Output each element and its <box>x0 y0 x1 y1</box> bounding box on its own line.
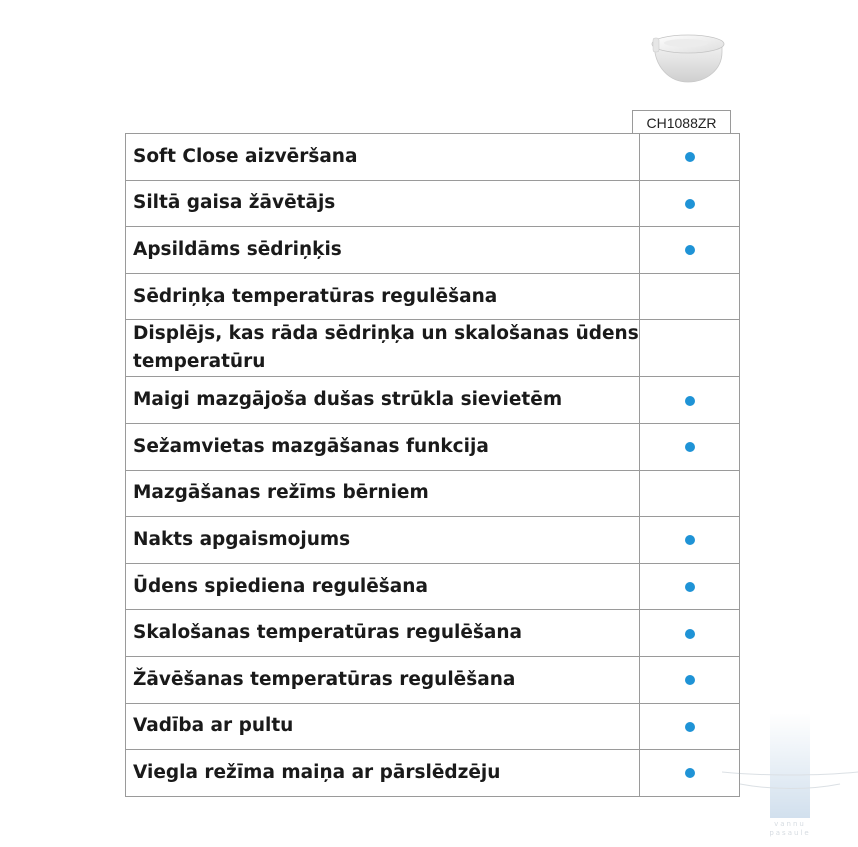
feature-row <box>126 703 740 750</box>
feature-availability-cell <box>640 470 740 517</box>
feature-label: Vadība ar pultu <box>126 703 640 750</box>
feature-row <box>126 227 740 274</box>
feature-availability-cell <box>640 377 740 424</box>
feature-row <box>126 377 740 424</box>
available-dot-icon <box>685 396 695 406</box>
feature-label: Apsildāms sēdriņķis <box>126 227 640 274</box>
available-dot-icon <box>685 199 695 209</box>
feature-row <box>126 750 740 797</box>
available-dot-icon <box>685 245 695 255</box>
available-dot-icon <box>685 629 695 639</box>
feature-label: Žāvēšanas temperatūras regulēšana <box>126 656 640 703</box>
feature-availability-cell <box>640 517 740 564</box>
product-image <box>650 28 726 92</box>
feature-row <box>126 517 740 564</box>
feature-label: Nakts apgaismojums <box>126 517 640 564</box>
wall-hung-toilet-image <box>650 28 726 92</box>
feature-label: Skalošanas temperatūras regulēšana <box>126 610 640 657</box>
available-dot-icon <box>685 582 695 592</box>
feature-row <box>126 273 740 320</box>
available-dot-icon <box>685 152 695 162</box>
feature-label: Soft Close aizvēršana <box>126 134 640 181</box>
feature-availability-cell <box>640 423 740 470</box>
feature-row <box>126 423 740 470</box>
available-dot-icon <box>685 722 695 732</box>
feature-availability-cell <box>640 273 740 320</box>
svg-text:vannu: vannu <box>774 820 806 828</box>
feature-label: Maigi mazgājoša dušas strūkla sievietēm <box>126 377 640 424</box>
feature-label: Displējs, kas rāda sēdriņķa un skalošanas ūdens temperatūru <box>126 320 640 377</box>
feature-label: Siltā gaisa žāvētājs <box>126 180 640 227</box>
brand-logo-watermark <box>722 714 858 843</box>
brand-watermark <box>722 714 858 843</box>
feature-row <box>126 563 740 610</box>
svg-text:pasaule: pasaule <box>769 829 811 837</box>
feature-availability-cell <box>640 563 740 610</box>
feature-label: Sēdriņķa temperatūras regulēšana <box>126 273 640 320</box>
feature-availability-cell <box>640 610 740 657</box>
feature-row <box>126 610 740 657</box>
model-column-header: CH1088ZR <box>632 110 731 134</box>
feature-availability-cell <box>640 227 740 274</box>
available-dot-icon <box>685 675 695 685</box>
available-dot-icon <box>685 442 695 452</box>
feature-row <box>126 470 740 517</box>
available-dot-icon <box>685 535 695 545</box>
available-dot-icon <box>685 768 695 778</box>
feature-row <box>126 134 740 181</box>
feature-availability-cell <box>640 134 740 181</box>
feature-label: Ūdens spiediena regulēšana <box>126 563 640 610</box>
feature-label: Sežamvietas mazgāšanas funkcija <box>126 423 640 470</box>
feature-label: Viegla režīma maiņa ar pārslēdzēju <box>126 750 640 797</box>
feature-availability-cell <box>640 180 740 227</box>
feature-availability-cell <box>640 656 740 703</box>
feature-label: Mazgāšanas režīms bērniem <box>126 470 640 517</box>
feature-row <box>126 320 740 377</box>
feature-comparison-table <box>125 133 740 797</box>
feature-row <box>126 656 740 703</box>
feature-row <box>126 180 740 227</box>
feature-availability-cell <box>640 320 740 377</box>
